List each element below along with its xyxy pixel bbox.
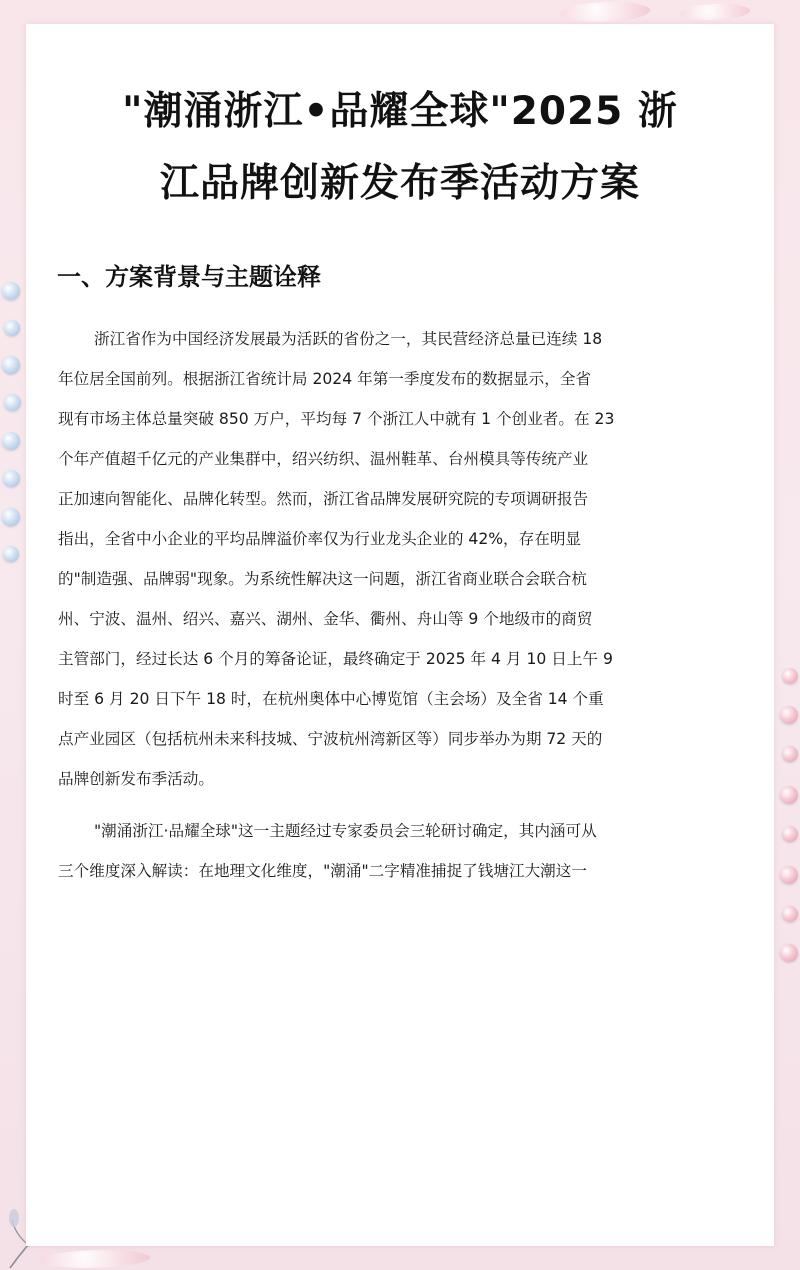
document-title	[26, 76, 774, 220]
bead-decoration	[780, 944, 798, 962]
text-line: 浙江省作为中国经济发展最为活跃的省份之一，其民营经济总量已连续 18	[94, 330, 603, 348]
document-page	[26, 24, 774, 1246]
text-line: 正加速向智能化、品牌化转型。然而，浙江省品牌发展研究院的专项调研报告	[58, 490, 589, 508]
text-line: 时至 6 月 20 日下午 18 时，在杭州奥体中心博览馆（主会场）及全省 14 个重	[58, 690, 604, 708]
section-heading: 一、方案背景与主题诠释	[57, 263, 321, 291]
petal-decoration	[560, 2, 650, 22]
paragraph	[58, 811, 748, 891]
text-line: 三个维度深入解读：在地理文化维度，"潮涌"二字精准捕捉了钱塘江大潮这一	[58, 862, 587, 880]
title-line: 江品牌创新发布季活动方案	[159, 161, 640, 206]
bead-decoration	[3, 546, 19, 562]
text-line: 的"制造强、品牌弱"现象。为系统性解决这一问题，浙江省商业联合会联合杭	[58, 570, 587, 588]
text-line: "潮涌浙江·品耀全球"这一主题经过专家委员会三轮研讨确定，其内涵可从	[94, 822, 597, 840]
bead-decoration	[782, 826, 798, 842]
bead-decoration	[3, 470, 20, 487]
text-line: 品牌创新发布季活动。	[58, 770, 214, 788]
title-line: "潮涌浙江•品耀全球"2025 浙	[122, 89, 678, 134]
bead-decoration	[782, 746, 798, 762]
bead-decoration	[782, 906, 798, 922]
text-line: 州、宁波、温州、绍兴、嘉兴、湖州、金华、衢州、舟山等 9 个地级市的商贸	[58, 610, 593, 628]
bead-decoration	[2, 356, 20, 374]
text-line: 点产业园区（包括杭州未来科技城、宁波杭州湾新区等）同步举办为期 72 天的	[58, 730, 603, 748]
bead-decoration	[782, 668, 798, 684]
bead-decoration	[780, 866, 798, 884]
paragraph-spacer	[58, 799, 748, 811]
bead-decoration	[780, 706, 798, 724]
bead-decoration	[780, 786, 798, 804]
text-line: 现有市场主体总量突破 850 万户，平均每 7 个浙江人中就有 1 个创业者。在 23	[58, 410, 615, 428]
bead-decoration	[2, 508, 20, 526]
text-line: 年位居全国前列。根据浙江省统计局 2024 年第一季度发布的数据显示，全省	[58, 370, 592, 388]
text-line: 指出，全省中小企业的平均品牌溢价率仅为行业龙头企业的 42%，存在明显	[58, 530, 582, 548]
bead-decoration	[4, 320, 20, 336]
text-line: 主管部门，经过长达 6 个月的筹备论证，最终确定于 2025 年 4 月 10 日上午 9	[58, 650, 613, 668]
bead-decoration	[2, 282, 20, 300]
paragraph	[58, 319, 748, 799]
body-text	[58, 319, 748, 891]
text-line: 个年产值超千亿元的产业集群中，绍兴纺织、温州鞋革、台州模具等传统产业	[58, 450, 589, 468]
petal-decoration	[40, 1250, 150, 1268]
bead-decoration	[2, 432, 20, 450]
petal-decoration	[680, 4, 750, 20]
bead-decoration	[4, 394, 21, 411]
